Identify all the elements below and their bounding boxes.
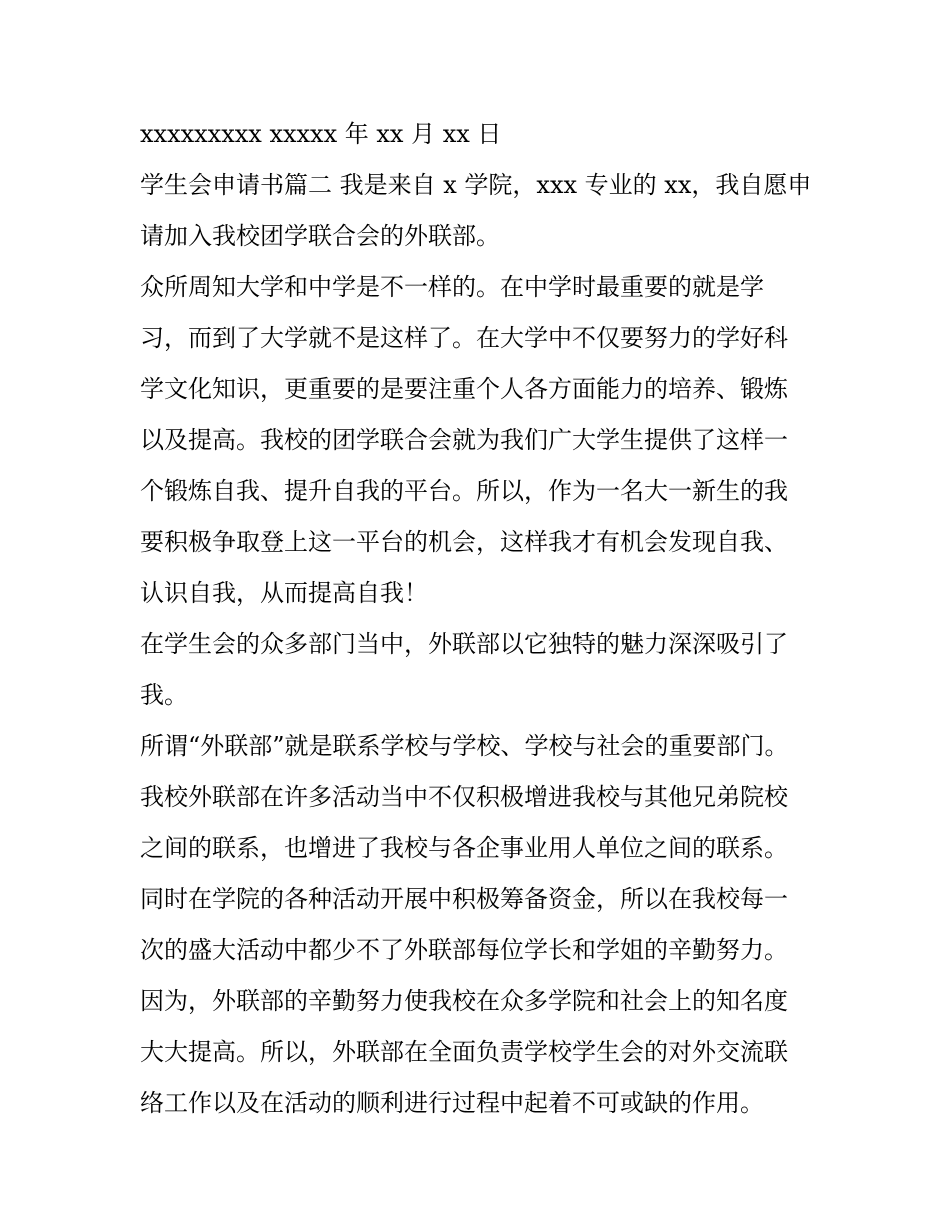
- text-line: 次的盛大活动中都少不了外联部每位学长和学姐的辛勤努力。: [140, 936, 788, 964]
- document-body: [140, 109, 820, 1129]
- text-line: 个锻炼自我、提升自我的平台。所以，作为一名大一新生的我: [140, 477, 788, 505]
- text-line: 要积极争取登上这一平台的机会，这样我才有机会发现自我、: [140, 528, 788, 556]
- text-line: xxxxxxxxx xxxxx 年 xx 月 xx 日: [140, 120, 502, 148]
- text-line: 以及提高。我校的团学联合会就为我们广大学生提供了这样一: [140, 426, 788, 454]
- text-line: 同时在学院的各种活动开展中积极筹备资金，所以在我校每一: [140, 885, 788, 913]
- text-line: 请加入我校团学联合会的外联部。: [140, 222, 500, 250]
- text-line: 大大提高。所以，外联部在全面负责学校学生会的对外交流联: [140, 1038, 788, 1066]
- text-line: 在学生会的众多部门当中，外联部以它独特的魅力深深吸引了: [140, 630, 788, 658]
- text-line: 众所周知大学和中学是不一样的。在中学时最重要的就是学: [140, 273, 764, 301]
- text-line: 之间的联系，也增进了我校与各企事业用人单位之间的联系。: [140, 834, 788, 862]
- text-line: 认识自我，从而提高自我！: [140, 579, 428, 607]
- text-line: 学文化知识，更重要的是要注重个人各方面能力的培养、锻炼: [140, 375, 788, 403]
- text-line: 所谓“外联部”就是联系学校与学校、学校与社会的重要部门。: [140, 732, 789, 760]
- text-line: 我。: [140, 681, 188, 709]
- text-line: 学生会申请书篇二 我是来自 x 学院，xxx 专业的 xx，我自愿申: [140, 171, 812, 199]
- text-line: 因为，外联部的辛勤努力使我校在众多学院和社会上的知名度: [140, 987, 788, 1015]
- text-line: 我校外联部在许多活动当中不仅积极增进我校与其他兄弟院校: [140, 783, 788, 811]
- text-line: 习，而到了大学就不是这样了。在大学中不仅要努力的学好科: [140, 324, 788, 352]
- text-line: 络工作以及在活动的顺利进行过程中起着不可或缺的作用。: [140, 1089, 764, 1117]
